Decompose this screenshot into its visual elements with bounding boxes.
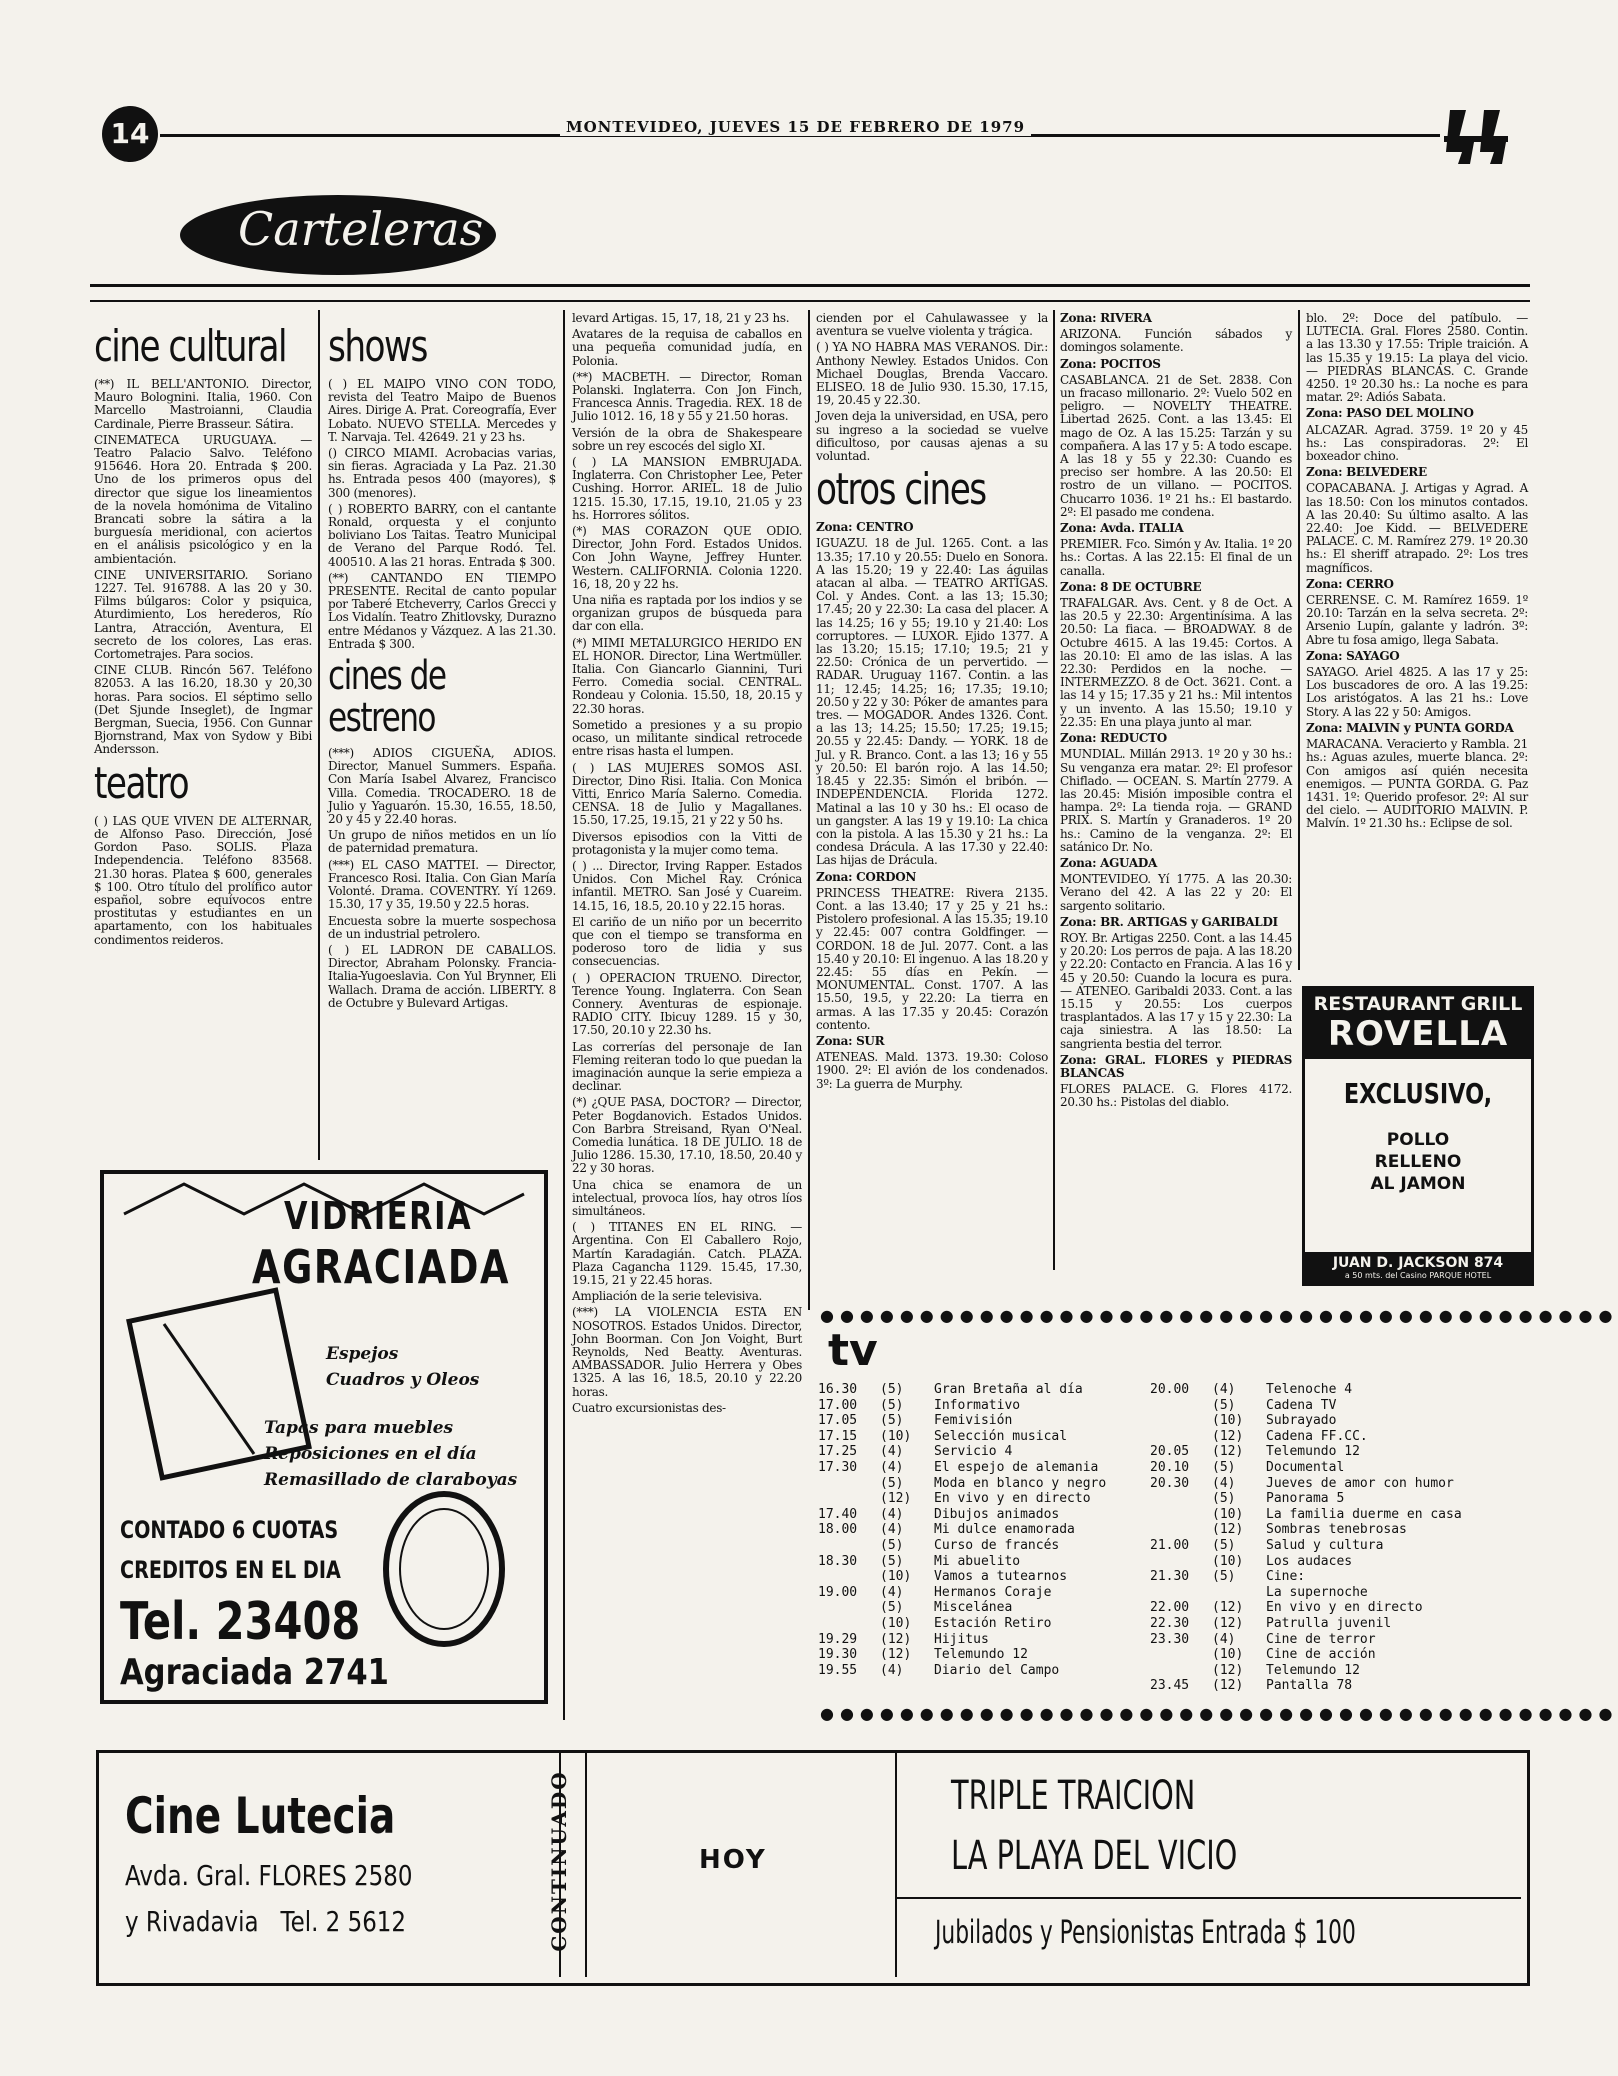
tv-channel: (12) <box>1212 1428 1244 1444</box>
dateline: MONTEVIDEO, JUEVES 15 DE FEBRERO DE 1979 <box>560 118 1031 136</box>
tv-program: Mi dulce enamorada <box>934 1522 1075 1538</box>
tv-row <box>1150 1413 1530 1429</box>
lutecia-sep-2 <box>585 1753 587 1977</box>
zona-heading: Zona: SUR <box>816 1033 885 1048</box>
tv-program: Estación Retiro <box>934 1615 1052 1631</box>
tv-time: 20.30 <box>1150 1475 1190 1491</box>
tv-time <box>1150 1398 1212 1414</box>
listing: El cariño de un niño por un becerrito que con el tiempo se transforma en poderoso toro de lidia y sus consecuencias. <box>572 914 802 969</box>
zona-heading: Zona: POCITOS <box>1060 356 1161 371</box>
heading-teatro: teatro <box>94 757 189 809</box>
tv-time <box>1150 1522 1212 1538</box>
listing: Ampliación de la serie televisiva. <box>572 1289 763 1304</box>
tv-program: Telemundo 12 <box>1266 1444 1360 1460</box>
tv-time <box>1150 1663 1212 1679</box>
listing: Avatares de la requisa de caballos en una pequeña comunidad judía, en Polonia. <box>572 327 802 368</box>
tv-channel: (12) <box>880 1491 912 1507</box>
col-sep-5 <box>1298 310 1300 970</box>
column-3 <box>572 312 802 1732</box>
tv-row <box>1150 1632 1530 1648</box>
col-sep-2 <box>563 310 565 1720</box>
tv-program: Curso de francés <box>934 1537 1060 1553</box>
listing: ( ) TITANES EN EL RING. — Argentina. Con El Caballero Rojo, Martín Karadagián. Catch. PLAZA. Plaza Cagancha 1129. 15.45, 17.30, 19.15, 21 y 22.45 horas. <box>572 1220 802 1288</box>
vidrieria-offer1: CONTADO 6 CUOTAS <box>120 1516 339 1544</box>
tv-channel: (12) <box>880 1647 912 1663</box>
tv-program: Cine de terror <box>1266 1631 1376 1647</box>
tv-channel: (4) <box>880 1459 904 1475</box>
tv-program: Cine: <box>1266 1569 1306 1585</box>
tv-time: 23.45 <box>1150 1678 1190 1694</box>
tv-channel: (4) <box>880 1522 904 1538</box>
lutecia-hrule <box>897 1897 1521 1899</box>
rovella-ad <box>1302 986 1534 1286</box>
tv-program: Vamos a tutearnos <box>934 1569 1068 1585</box>
tv-program: Dibujos animados <box>934 1506 1060 1522</box>
tv-channel: (12) <box>1212 1522 1244 1538</box>
rovella-footer-band <box>1305 1252 1531 1283</box>
tv-program: Pantalla 78 <box>1266 1678 1353 1694</box>
tv-time: 22.30 <box>1150 1615 1190 1631</box>
tv-channel: (5) <box>880 1382 904 1397</box>
tv-program: La familia duerme en casa <box>1266 1506 1462 1522</box>
tv-time <box>1150 1585 1212 1601</box>
listing: FLORES PALACE. G. Flores 4172. 20.30 hs.: Pistolas del diablo. <box>1060 1082 1292 1110</box>
tv-time: 19.30 <box>818 1647 858 1663</box>
tv-channel: (12) <box>1212 1615 1244 1631</box>
tv-time: 17.00 <box>818 1397 858 1413</box>
tv-row <box>818 1554 1148 1570</box>
tv-program: Patrulla juvenil <box>1266 1615 1392 1631</box>
tv-time <box>818 1476 880 1492</box>
vidrieria-title1: VIDRIERIA <box>284 1194 473 1238</box>
column-1 <box>94 320 312 1160</box>
tv-program: Selección musical <box>934 1428 1068 1444</box>
tv-row <box>818 1429 1148 1445</box>
tv-channel: (5) <box>880 1553 904 1569</box>
zona-heading: Zona: MALVIN y PUNTA GORDA <box>1306 720 1514 735</box>
tv-channel: (10) <box>880 1569 912 1585</box>
tv-time <box>818 1569 880 1585</box>
tv-program: Cadena TV <box>1266 1397 1337 1413</box>
tv-program: Sombras tenebrosas <box>1266 1522 1407 1538</box>
tv-channel: (12) <box>1212 1444 1244 1460</box>
vidrieria-tel: Tel. 23408 <box>120 1592 361 1652</box>
tv-channel: (5) <box>1212 1459 1236 1475</box>
listing: (***) LA VIOLENCIA ESTA EN NOSOTROS. Estados Unidos. Director, John Boorman. Con Jon Voight, Burt Reynolds, Ned Beatty. Aventuras. AMBASSADOR. Julio Herrera y Obes 1325. A las 16, 18.5, 20.10 y 22.20 horas. <box>572 1305 802 1399</box>
listing: (***) EL CASO MATTEI. — Director, Francesco Rosi. Italia. Con Gian María Volonté. Drama. COVENTRY. Yí 1269. 15.30, 17 y 35, 19.50 y 22.5 horas. <box>328 857 556 912</box>
tv-row <box>818 1413 1148 1429</box>
rovella-line3: EXCLUSIVO, <box>1343 1077 1493 1110</box>
listing: SAYAGO. Ariel 4825. A las 17 y 25: Los buscadores de oro. A las 19.25: Los aristógatos. A las 21 hs.: Love Story. A las 22 y 50: Amigos. <box>1306 665 1528 719</box>
vidrieria-address: Agraciada 2741 <box>120 1652 389 1693</box>
tv-schedule-right <box>1150 1382 1530 1694</box>
listing: COPACABANA. J. Artigas y Agrad. A las 18.50: Con los minutos contados. A las 20.40: Su último asalto. A las 22.40: Joe Kidd. — BELVEDERE PALACE. C. M. Ramírez 279. 1º 20.30 hs.: El sheriff atrapado. 2º: Los tres magníficos. <box>1306 481 1528 575</box>
tv-dots-bottom: ●●●●●●●●●●●●●●●●●●●●●●●●●●●●●●●●●●●●●●●● <box>820 1704 1618 1723</box>
lutecia-hoy: HOY <box>699 1845 767 1875</box>
tv-channel: (4) <box>880 1662 904 1678</box>
section-logo <box>178 190 498 280</box>
zona-heading: Zona: CERRO <box>1306 576 1394 591</box>
zona-heading: Zona: 8 DE OCTUBRE <box>1060 579 1202 594</box>
tv-time: 20.05 <box>1150 1444 1190 1460</box>
listing: Una chica se enamora de un intelectual, provoca líos, hay otros líos simultáneos. <box>572 1177 802 1218</box>
column-6 <box>1306 312 1528 972</box>
tv-channel: (10) <box>1212 1647 1244 1663</box>
tv-channel: (5) <box>880 1600 904 1616</box>
zona-heading: Zona: REDUCTO <box>1060 731 1167 746</box>
heading-cine-cultural: cine cultural <box>94 321 286 372</box>
tv-row <box>1150 1585 1530 1601</box>
tv-time <box>1150 1413 1212 1429</box>
listing: levard Artigas. 15, 17, 18, 21 y 23 hs. <box>572 311 790 325</box>
tv-channel: (5) <box>880 1397 904 1413</box>
rovella-line6: AL JAMON <box>1370 1174 1466 1194</box>
vidrieria-title2: AGRACIADA <box>252 1240 511 1294</box>
zona-heading: Zona: CORDON <box>816 869 917 884</box>
listing: CASABLANCA. 21 de Set. 2838. Con un fracaso millonario. 2º: Vuelo 502 en peligro. — NOVELTY THEATRE. Libertad 2625. Cont. a las 13.45: El mago de Oz. A las 15.25: Tarzán y su compañera. A las 17 y 5: A todo escape. A las 18 y 55 y 22.30: Cuando es preciso ser hombre. A las 20.50: El rostro de un villano. — POCITOS. Chucarro 1036. 1º 21 hs.: El bastardo. 2º: El pasado me condena. <box>1060 372 1292 519</box>
tv-row <box>818 1647 1148 1663</box>
tv-row <box>818 1569 1148 1585</box>
tv-time: 17.05 <box>818 1413 858 1429</box>
tv-channel: (12) <box>1212 1678 1244 1694</box>
tv-channel: (10) <box>880 1615 912 1631</box>
tv-program: Servicio 4 <box>934 1444 1013 1460</box>
listing: blo. 2º: Doce del patíbulo. — LUTECIA. Gral. Flores 2580. Contin. a las 13.30 y 17.55: Triple traición. A las 15.35 y 19.15: La playa del vicio. — PIEDRAS BLANCAS. C. Grande 4250. 1º 20.30 hs.: La noche es para matar. 2º: Adiós Sabata. <box>1306 311 1528 405</box>
tv-row <box>1150 1522 1530 1538</box>
tv-channel: (5) <box>1212 1569 1236 1585</box>
tv-row <box>818 1663 1148 1679</box>
listing: Sometido a presiones y a su propio ocaso, un militante sindical retrocede entre risas hasta el lumpen. <box>572 717 802 759</box>
tv-row <box>1150 1569 1530 1585</box>
newspaper-logo-icon <box>1440 102 1510 172</box>
tv-program: Panorama 5 <box>1266 1491 1345 1507</box>
tv-time <box>1150 1554 1212 1570</box>
tv-time <box>818 1600 880 1616</box>
lutecia-film2: LA PLAYA DEL VICIO <box>951 1833 1238 1879</box>
tv-program: Telenoche 4 <box>1266 1382 1353 1397</box>
tv-channel: (4) <box>1212 1382 1236 1397</box>
listing: Una niña es raptada por los indios y se organizan grupos de búsqueda para dar con ella. <box>572 593 802 634</box>
lutecia-address1: Avda. Gral. FLORES 2580 <box>125 1859 413 1892</box>
lutecia-vertical: CONTINUADO <box>547 1770 571 1952</box>
tv-row <box>818 1616 1148 1632</box>
tv-channel: (4) <box>880 1584 904 1600</box>
tv-program: Cadena FF.CC. <box>1266 1428 1368 1444</box>
tv-channel: (10) <box>1212 1413 1244 1429</box>
tv-time: 21.30 <box>1150 1569 1190 1585</box>
tv-row <box>818 1491 1148 1507</box>
vidrieria-item: Cuadros y Oleos <box>326 1370 480 1390</box>
listing: Cuatro excursionistas des- <box>572 1400 726 1415</box>
tv-channel: (5) <box>1212 1537 1236 1553</box>
listing: ( ) OPERACION TRUENO. Director, Terence Young. Inglaterra. Con Sean Connery. Aventuras de espionaje. RADIO CITY. Ibicuy 1289. 15 y 30, 17.50, 20.10 y 22.30 hs. <box>572 970 802 1038</box>
tv-row <box>818 1476 1148 1492</box>
tv-channel: (12) <box>880 1631 912 1647</box>
col-sep-3 <box>808 310 810 1310</box>
tv-time: 17.30 <box>818 1459 858 1475</box>
listing: CINE UNIVERSITARIO. Soriano 1227. Tel. 916788. A las 20 y 30. Films búlgaros: Color y psiquica, Aturdimiento, Los herederos, Río Lantra, Atracción, Aventura, El secreto de los colores, Las eras. Cortometrajes. Para socios. <box>94 567 312 662</box>
tv-row <box>1150 1429 1530 1445</box>
listing: ( ) LA MANSION EMBRUJADA. Inglaterra. Con Christopher Lee, Peter Cushing. Horror. ARIEL. 18 de Julio 1215. 15.30, 17.15, 19.10, 21.05 y 23 hs. Horrores sólitos. <box>572 455 802 522</box>
tv-channel: (5) <box>880 1475 904 1491</box>
tv-time <box>818 1616 880 1632</box>
tv-row <box>1150 1491 1530 1507</box>
zona-heading: Zona: CENTRO <box>816 520 914 535</box>
listing: ALCAZAR. Agrad. 3759. 1º 20 y 45 hs.: Las conspiradoras. 2º: El boxeador chino. <box>1306 422 1528 464</box>
tv-row <box>1150 1460 1530 1476</box>
tv-time: 19.55 <box>818 1662 858 1678</box>
tv-row <box>818 1382 1148 1398</box>
rovella-header-band <box>1305 989 1531 1059</box>
col-sep-4 <box>1053 310 1055 1270</box>
rovella-line4: POLLO <box>1386 1130 1450 1150</box>
tv-row <box>818 1398 1148 1414</box>
listing: ARIZONA. Función sábados y domingos solamente. <box>1060 327 1292 355</box>
listing: Encuesta sobre la muerte sospechosa de un industrial petrolero. <box>328 913 556 941</box>
listing: (**) CANTANDO EN TIEMPO PRESENTE. Recital de canto popular por Taberé Etcheverry, Carlos Grecci y Los Vidalín. Teatro Zhitlovsky, Durazno entre Médanos y Vázquez. A las 21.30. Entrada $ 300. <box>328 570 556 651</box>
tv-channel: (10) <box>1212 1553 1244 1569</box>
listing: PREMIER. Fco. Simón y Av. Italia. 1º 20 hs.: Cortas. A las 22.15: El final de un canalla. <box>1060 537 1292 578</box>
listing: Un grupo de niños metidos en un lío de paternidad prematura. <box>328 828 556 856</box>
zona-heading: Zona: Avda. ITALIA <box>1060 521 1184 536</box>
tv-program: Telemundo 12 <box>1266 1662 1360 1678</box>
zona-heading: Zona: SAYAGO <box>1306 648 1400 663</box>
lutecia-ad <box>96 1750 1530 1986</box>
top-rule-2 <box>90 300 1530 302</box>
tv-program: En vivo y en directo <box>1266 1600 1423 1616</box>
tv-program: Hermanos Coraje <box>934 1584 1052 1600</box>
tv-time: 16.30 <box>818 1382 858 1397</box>
vidrieria-ad <box>100 1170 548 1704</box>
tv-program: Documental <box>1266 1459 1345 1475</box>
listing: MARACANA. Veracierto y Rambla. 21 hs.: Aguas azules, muerte blanca. 2º: Con amigos así quién necesita enemigos. — PUNTA GORDA. G. Paz 1431. 1º: Querido profesor. 2º: Al sur del cielo. — AUDITORIO MALVIN. P. Malvín. 1º 21.30 hs.: Eclipse de sol. <box>1306 737 1528 831</box>
tv-row <box>1150 1382 1530 1398</box>
tv-row <box>1150 1678 1530 1694</box>
zona-heading: Zona: BELVEDERE <box>1306 465 1427 480</box>
tv-program: Diario del Campo <box>934 1662 1060 1678</box>
tv-row <box>818 1460 1148 1476</box>
tv-program: Salud y cultura <box>1266 1537 1384 1553</box>
tv-row <box>1150 1616 1530 1632</box>
tv-row <box>1150 1444 1530 1460</box>
tv-program: Hijitus <box>934 1631 989 1647</box>
rovella-address: JUAN D. JACKSON 874 <box>1332 1255 1504 1271</box>
zona-heading: Zona: PASO DEL MOLINO <box>1306 406 1474 421</box>
listing: ( ) EL MAIPO VINO CON TODO, revista del Teatro Maipo de Buenos Aires. Dirige A. Prat. Coreografía, Ever Lobato. NUEVO STELLA. Mercedes y T. Narvaja. Tel. 42649. 21 y 23 hs. <box>328 377 556 444</box>
tv-row <box>1150 1663 1530 1679</box>
tv-row <box>1150 1398 1530 1414</box>
vidrieria-item: Espejos <box>326 1344 399 1364</box>
listing: ( ) ... Director, Irving Rapper. Estados Unidos. Con Michel Ray. Crónica infantil. METRO. San José y Cuareim. 14.15, 16, 18.5, 20.10 y 22.15 horas. <box>572 858 802 913</box>
tv-row <box>818 1444 1148 1460</box>
tv-row <box>818 1538 1148 1554</box>
tv-program: Femivisión <box>934 1413 1013 1429</box>
tv-row <box>818 1600 1148 1616</box>
column-4 <box>816 312 1048 1312</box>
tv-channel: (5) <box>1212 1491 1236 1507</box>
listing: ( ) LAS QUE VIVEN DE ALTERNAR, de Alfonso Paso. Dirección, José Gordon Paso. SOLIS. Plaza Independencia. Teléfono 83568. 21.30 horas. Platea $ 600, generales $ 100. Otro título del prolífico autor español, sobre equívocos entre prostitutas y estudiantes en un apartamento, con los habituales condimentos reideros. <box>94 813 312 947</box>
tv-time <box>1150 1507 1212 1523</box>
listing: Diversos episodios con la Vitti de protagonista y la mujer como tema. <box>572 829 802 857</box>
tv-program: Gran Bretaña al día <box>934 1382 1083 1397</box>
tv-time <box>818 1491 880 1507</box>
lutecia-film1: TRIPLE TRAICION <box>951 1773 1196 1819</box>
vidrieria-item: Reposiciones en el día <box>264 1444 477 1464</box>
tv-channel: (10) <box>1212 1506 1244 1522</box>
rovella-line5: RELLENO <box>1374 1152 1462 1172</box>
tv-schedule-left <box>818 1382 1148 1678</box>
tv-time <box>1150 1491 1212 1507</box>
tv-channel <box>1212 1585 1266 1601</box>
tv-channel: (4) <box>880 1506 904 1522</box>
tv-time: 19.29 <box>818 1631 858 1647</box>
tv-time <box>1150 1647 1212 1663</box>
rovella-small: a 50 mts. del Casino PARQUE HOTEL <box>1344 1271 1492 1280</box>
tv-time: 19.00 <box>818 1584 858 1600</box>
listing: ( ) LAS MUJERES SOMOS ASI. Director, Dino Risi. Italia. Con Monica Vitti, Enrico María Salerno. Comedia. CENSA. 18 de Julio y Magallanes. 15.50, 17.25, 19.15, 21 y 22 y 50 hs. <box>572 760 802 828</box>
tv-program: Moda en blanco y negro <box>934 1475 1107 1491</box>
tv-title: tv <box>828 1325 878 1376</box>
listing: Versión de la obra de Shakespeare sobre un rey escocés del siglo XI. <box>572 425 802 453</box>
tv-channel: (12) <box>1212 1600 1244 1616</box>
listing: (*) ¿QUE PASA, DOCTOR? — Director, Peter Bogdanovich. Estados Unidos. Con Barbra Streisand, Ryan O'Neal. Comedia lunática. 18 DE JULIO. 18 de Julio 1286. 15.30, 17.10, 18.50, 20.40 y 22 y 30 horas. <box>572 1095 802 1176</box>
tv-program: Miscelánea <box>934 1600 1013 1616</box>
listing: PRINCESS THEATRE: Rivera 2135. Cont. a las 13.40; 17 y 25 y 21 hs.: Pistolero profesional. A las 15.35; 19.10 y 22.45: 007 contra Goldfinger. — CORDON. 18 de Jul. 2077. Cont. a las 15.40 y 20.10: El ingenuo. A las 18.20 y 22.45: 55 días en Pekín. — MONUMENTAL. Const. 1707. A las 15.50, 19.5, y 22.20: La tierra en armas. A las 17.35 y 20.45: Corazón contento. <box>816 885 1048 1032</box>
zona-heading: Zona: BR. ARTIGAS y GARIBALDI <box>1060 914 1278 929</box>
listing: CINE CLUB. Rincón 567. Teléfono 82053. A las 16.20, 18.30 y 20,30 horas. Para socios. El séptimo sello (Det Sjunde Inseglet), de Ingmar Bergman, Suecia, 1956. Con Gunnar Bjornstrand, Max von Sydow y Bibi Andersson. <box>94 663 312 757</box>
tv-row <box>1150 1538 1530 1554</box>
tv-row <box>818 1585 1148 1601</box>
tv-dots-top: ●●●●●●●●●●●●●●●●●●●●●●●●●●●●●●●●●●●●●●●● <box>820 1306 1618 1325</box>
tv-channel: (5) <box>880 1537 904 1553</box>
column-2 <box>328 320 556 1160</box>
tv-channel: (10) <box>880 1428 912 1444</box>
tv-row <box>1150 1647 1530 1663</box>
rovella-line1: RESTAURANT GRILL <box>1313 993 1523 1015</box>
tv-time: 21.00 <box>1150 1537 1190 1553</box>
tv-row <box>1150 1507 1530 1523</box>
tv-channel: (5) <box>880 1413 904 1429</box>
tv-row <box>1150 1600 1530 1616</box>
lutecia-address2: y Rivadavia Tel. 2 5612 <box>125 1905 407 1938</box>
tv-row <box>1150 1476 1530 1492</box>
listing: IGUAZU. 18 de Jul. 1265. Cont. a las 13.35; 17.10 y 20.55: Duelo en Sonora. A las 15.20; 19 y 22.40: Las águilas atacan al alba. — TEATRO ARTIGAS. Col. y Andes. Cont. a las 13; 15.30; 17.45; 20 y 22.30: La casa del placer. A las 14.25; 16 y 55; 19.10 y 21.40: Los corruptores. — LUXOR. Ejido 1377. A las 13.20; 15.15; 17.10; 19.5; 21 y 22.50: Crónica de un pervertido. — RADAR. Uruguay 1167. Contin. a las 11; 12.45; 14.25; 16; 17.35; 19.10; 20.50 y 22 y 30: Póker de amantes para tres. — MOGADOR. Andes 1326. Cont. a las 13; 14.25; 15.50; 17.25; 19.15; 20.55 y 22.45: Dandy. — YORK. 18 de Jul. y R. Branco. Cont. a las 13; 16 y 55 y 20.50: El barón rojo. A las 14.50; 18.45 y 22.35: Simón el bribón. — INDEPENDENCIA. Florida 1272. Matinal a las 10 y 30 hs.: El ocaso de un gangster. A las 19 y 19.10: La chica con la pistola. A las 15.30 y 21 hs.: La condesa Drácula. A las 17.30 y 22.40: Las hijas de Drácula. <box>816 536 1048 868</box>
listing: MONTEVIDEO. Yí 1775. A las 20.30: Verano del 42. A las 22 y 20: El sargento solitario. <box>1060 872 1292 913</box>
lutecia-name: Cine Lutecia <box>125 1787 396 1845</box>
listing: () CIRCO MIAMI. Acrobacias varias, sin fieras. Agraciada y La Paz. 21.30 hs. Entrada pesos 400 (mayores), $ 300 (menores). <box>328 446 556 500</box>
zona-heading: Zona: AGUADA <box>1060 855 1157 870</box>
tv-program: Informativo <box>934 1397 1021 1413</box>
page-number: 14 <box>110 117 150 150</box>
tv-program: Telemundo 12 <box>934 1647 1028 1663</box>
tv-row <box>818 1507 1148 1523</box>
tv-time <box>1150 1429 1212 1445</box>
tv-time: 22.00 <box>1150 1600 1190 1616</box>
listing: (***) ADIOS CIGUEÑA, ADIOS. Director, Manuel Summers. España. Con María Isabel Alvarez, Francisco Villa. Comedia. TROCADERO. 18 de Julio y Yaguarón. 15.30, 16.55, 18.50, 20 y 45 y 22.40 horas. <box>328 746 556 827</box>
lutecia-sep-3 <box>895 1753 897 1977</box>
tv-program: Cine de acción <box>1266 1647 1376 1663</box>
tv-time: 20.00 <box>1150 1382 1190 1397</box>
top-rule-1 <box>90 284 1530 287</box>
listing: Las correrías del personaje de Ian Fleming reiteran todo lo que puedan la imaginación aunque la serie empieza a declinar. <box>572 1039 802 1094</box>
tv-time: 17.40 <box>818 1506 858 1522</box>
listing: ( ) ROBERTO BARRY, con el cantante Ronald, orquesta y el conjunto boliviano Los Taitas. Teatro Municipal de Verano del Parque Rodó. Tel. 400510. A las 21 horas. Entrada $ 300. <box>328 501 556 569</box>
listing: ATENEAS. Mald. 1373. 19.30: Coloso 1900. 2º: El avión de los condenados. 3º: La guerra de Murphy. <box>816 1050 1048 1091</box>
zona-heading: Zona: RIVERA <box>1060 311 1152 325</box>
tv-program: Mi abuelito <box>934 1553 1021 1569</box>
lutecia-footer: Jubilados y Pensionistas Entrada $ 100 <box>935 1913 1356 1951</box>
column-5 <box>1060 312 1292 1272</box>
tv-time: 18.00 <box>818 1522 858 1538</box>
zona-heading: Zona: GRAL. FLORES y PIEDRAS BLANCAS <box>1060 1052 1292 1080</box>
listing: (*) MIMI METALURGICO HERIDO EN EL HONOR. Director, Lina Wertmüller. Italia. Con Giancarlo Giannini, Turi Ferro. Comedia social. CENTRAL. Rondeau y Colonia. 15.50, 18, 20.15 y 22.30 horas. <box>572 635 802 716</box>
vidrieria-offer2: CREDITOS EN EL DIA <box>120 1556 341 1584</box>
tv-program: Los audaces <box>1266 1553 1353 1569</box>
listing: (*) MAS CORAZON QUE ODIO. Director, John Ford. Estados Unidos. Con John Wayne, Jeffrey Hunter. Western. CALIFORNIA. Colonia 1220. 16, 18, 20 y 22 hs. <box>572 524 802 591</box>
listing: ROY. Br. Artigas 2250. Cont. a las 14.45 y 20.20: Los perros de paja. A las 18.20 y 22.20: Contacto en Francia. A las 16 y 45 y 20.50: Cuando la locura es pura. — ATENEO. Garibaldi 2033. Cont. a las 15.15 y 20.55: Los cuerpos trasplantados. A las 17 y 15 y 22.30: La caja siniestra. A las 18.50: La sangrienta bestia del terror. <box>1060 930 1292 1051</box>
listing: (**) IL BELL'ANTONIO. Director, Mauro Bolognini. Italia, 1960. Con Marcello Mastroianni, Claudia Cardinale, Pierre Brasseur. Sátira. <box>94 377 312 431</box>
listing: MUNDIAL. Millán 2913. 1º 20 y 30 hs.: Su venganza era matar. 2º: El profesor Chiflado. — OCEAN. S. Martín 2779. A las 20.45: Misión imposible contra el hampa. 2º: La tienda roja. — GRAND PRIX. S. Martín y Granaderos. 1º 20 hs.: Camino de la venganza. 2º: El satánico Dr. No. <box>1060 747 1292 854</box>
tv-program: Jueves de amor con humor <box>1266 1475 1454 1491</box>
tv-time: 20.10 <box>1150 1459 1190 1475</box>
rovella-line2: ROVELLA <box>1327 1014 1509 1054</box>
heading-otros-cines: otros cines <box>816 464 986 516</box>
page-number-badge <box>102 106 158 162</box>
tv-row <box>818 1522 1148 1538</box>
section-logo-text: Carteleras <box>238 202 484 256</box>
listing: Joven deja la universidad, en USA, pero su ingreso a la sociedad se vuelve dificultoso, por causas ajenas a su voluntad. <box>816 409 1048 464</box>
tv-program: La supernoche <box>1266 1584 1368 1600</box>
listing: CERRENSE. C. M. Ramírez 1659. 1º 20.10: Tarzán en la selva secreta. 2º: Arsenio Lupín, galante y ladrón. 3º: Abre tu fosa amigo, llega Sabata. <box>1306 593 1528 647</box>
tv-time: 23.30 <box>1150 1631 1190 1647</box>
tv-channel: (4) <box>1212 1631 1236 1647</box>
listing: ( ) EL LADRON DE CABALLOS. Director, Abraham Polonsky. Francia-Italia-Yugoeslavia. Con Yul Brynner, Eli Wallach. Drama de acción. LIBERTY. 8 de Octubre y Bulevard Artigas. <box>328 942 556 1010</box>
vidrieria-item: Tapas para muebles <box>264 1418 454 1438</box>
tv-time: 18.30 <box>818 1553 858 1569</box>
tv-row <box>818 1632 1148 1648</box>
tv-channel: (5) <box>1212 1397 1236 1413</box>
tv-program: El espejo de alemania <box>934 1459 1099 1475</box>
tv-time: 17.15 <box>818 1428 858 1444</box>
tv-channel: (4) <box>880 1444 904 1460</box>
tv-channel: (4) <box>1212 1475 1236 1491</box>
vidrieria-item: Remasillado de claraboyas <box>264 1470 518 1490</box>
heading-cines-de-estreno: cines de estreno <box>328 653 446 742</box>
tv-channel: (12) <box>1212 1662 1244 1678</box>
tv-program: Subrayado <box>1266 1413 1337 1429</box>
listing: ( ) YA NO HABRA MAS VERANOS. Dir.: Anthony Newley. Estados Unidos. Con Michael Douglas, Brenda Vaccaro. ELISEO. 18 de Julio 930. 15.30, 17.15, 19, 20.45 y 22.30. <box>816 340 1048 408</box>
col-sep-1 <box>318 310 320 1160</box>
tv-time: 17.25 <box>818 1444 858 1460</box>
tv-row <box>1150 1554 1530 1570</box>
heading-shows: shows <box>328 321 427 372</box>
listing: CINEMATECA URUGUAYA. — Teatro Palacio Salvo. Teléfono 915646. Hora 20. Entrada $ 200. Uno de los primeros opus del director que sigue los lineamientos de la novela homónima de Vitalino Brancati sobre la sátira a la burguesía meridional, con aciertos en el análisis psicológico y en la ambientación. <box>94 432 312 566</box>
listing: TRAFALGAR. Avs. Cent. y 8 de Oct. A las 20.5 y 22.30: Argentinísima. A las 20.50: La fiaca. — BROADWAY. 8 de Octubre 4615. A las 19.45: Cortos. A las 20.10: El amo de las islas. A las 22.30: Perdidos en la noche. — INTERMEZZO. 8 de Oct. 3621. Cont. a las 14 y 15; 17.35 y 21 hs.: Mil intentos y un invento. A las 15.50; 19.10 y 22.35: En una playa junto al mar. <box>1060 596 1292 729</box>
tv-program: En vivo y en directo <box>934 1491 1091 1507</box>
listing: (**) MACBETH. — Director, Roman Polanski. Inglaterra. Con Jon Finch, Francesca Annis. Tragedia. REX. 18 de Julio 1012. 16, 18 y 55 y 21.50 horas. <box>572 369 802 424</box>
tv-time <box>818 1538 880 1554</box>
listing: cienden por el Cahulawassee y la aventura se vuelve violenta y trágica. <box>816 311 1048 339</box>
